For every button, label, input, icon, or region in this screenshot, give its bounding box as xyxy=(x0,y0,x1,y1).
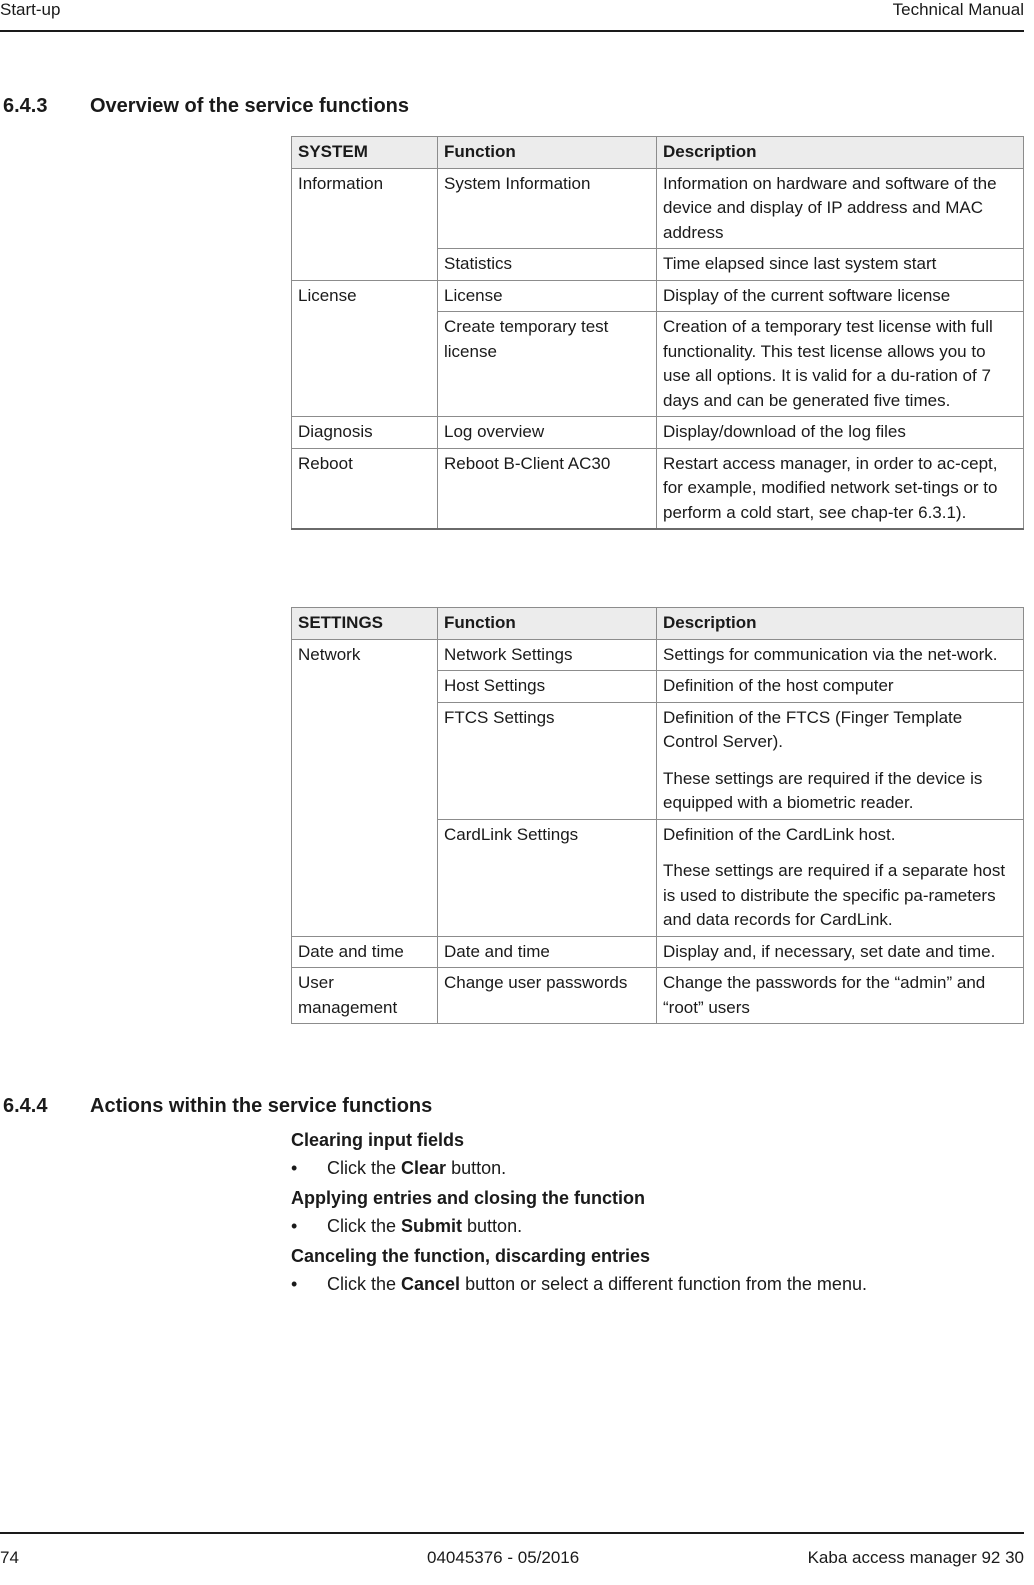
bullet-icon: • xyxy=(291,1274,298,1294)
column-header: Description xyxy=(657,137,1024,169)
action-heading: Clearing input fields xyxy=(291,1130,465,1150)
page-header xyxy=(0,0,1024,32)
function-cell: System Information xyxy=(438,168,657,249)
step-text: button. xyxy=(446,1158,507,1178)
function-cell: Statistics xyxy=(438,249,657,281)
table-header-row xyxy=(292,608,1024,640)
header-chapter: Start-up xyxy=(0,0,61,19)
button-name: Cancel xyxy=(401,1274,461,1294)
step-text: Click the xyxy=(327,1274,402,1294)
function-cell: Reboot B-Client AC30 xyxy=(438,448,657,529)
description-paragraph: These settings are required if a separate host is used to distribute the specific pa-rameters and data records for CardLink. xyxy=(663,861,1006,929)
table-row xyxy=(292,417,1024,449)
function-cell: Date and time xyxy=(438,936,657,968)
system-table xyxy=(291,136,1024,530)
section-title: Overview of the service functions xyxy=(90,95,409,117)
group-cell: Diagnosis xyxy=(292,417,438,449)
group-cell: Date and time xyxy=(292,936,438,968)
column-header: SETTINGS xyxy=(292,608,438,640)
description-paragraph: These settings are required if the device is equipped with a biometric reader. xyxy=(663,768,983,812)
action-heading: Applying entries and closing the function xyxy=(291,1188,646,1208)
bullet-icon: • xyxy=(291,1158,298,1178)
function-cell: Host Settings xyxy=(438,671,657,703)
section-number: 6.4.3 xyxy=(3,95,48,117)
table-row xyxy=(292,280,1024,312)
function-cell: Create temporary test license xyxy=(438,312,657,417)
table-row xyxy=(292,448,1024,529)
function-cell: Network Settings xyxy=(438,639,657,671)
section-title: Actions within the service functions xyxy=(90,1095,433,1117)
step-text: button. xyxy=(462,1216,523,1236)
function-cell: CardLink Settings xyxy=(438,819,657,936)
group-cell: Information xyxy=(292,168,438,280)
description-cell: Display of the current software license xyxy=(657,280,1024,312)
button-name: Clear xyxy=(401,1158,447,1178)
function-cell: FTCS Settings xyxy=(438,702,657,819)
table-header-row xyxy=(292,137,1024,169)
doc-number: 04045376 - 05/2016 xyxy=(427,1548,580,1567)
group-cell: Network xyxy=(292,639,438,936)
description-cell: Change the passwords for the “admin” and “root” users xyxy=(657,968,1024,1024)
group-cell: User management xyxy=(292,968,438,1024)
bullet-icon: • xyxy=(291,1216,298,1236)
function-cell: Log overview xyxy=(438,417,657,449)
group-cell: Reboot xyxy=(292,448,438,529)
column-header: Function xyxy=(438,137,657,169)
step-text: Click the xyxy=(327,1158,402,1178)
page-footer xyxy=(0,1532,1024,1574)
product-name: Kaba access manager 92 30 xyxy=(807,1548,1024,1567)
section-heading-6-4-3 xyxy=(3,95,409,118)
table-row xyxy=(292,968,1024,1024)
action-heading: Canceling the function, discarding entries xyxy=(291,1246,651,1266)
description-cell xyxy=(657,702,1024,819)
table-row xyxy=(292,639,1024,671)
action-step xyxy=(291,1274,1023,1295)
description-cell: Settings for communication via the net-work. xyxy=(657,639,1024,671)
function-cell: Change user passwords xyxy=(438,968,657,1024)
description-cell: Display and, if necessary, set date and time. xyxy=(657,936,1024,968)
description-paragraph: Definition of the CardLink host. xyxy=(663,824,896,844)
description-cell: Display/download of the log files xyxy=(657,417,1024,449)
actions-list xyxy=(291,1130,1023,1304)
action-step xyxy=(291,1216,1023,1237)
description-cell: Time elapsed since last system start xyxy=(657,249,1024,281)
settings-table xyxy=(291,607,1024,1024)
section-heading-6-4-4 xyxy=(3,1095,432,1118)
table-row xyxy=(292,936,1024,968)
function-cell: License xyxy=(438,280,657,312)
step-text: Click the xyxy=(327,1216,402,1236)
header-manual-title: Technical Manual xyxy=(892,0,1024,19)
action-step xyxy=(291,1158,1023,1179)
page-number: 74 xyxy=(0,1548,19,1567)
description-cell xyxy=(657,819,1024,936)
section-number: 6.4.4 xyxy=(3,1095,48,1117)
description-cell: Restart access manager, in order to ac-cept, for example, modified network set-tings or to perform a cold start, see chap-ter 6.3.1). xyxy=(657,448,1024,529)
button-name: Submit xyxy=(401,1216,463,1236)
description-cell: Definition of the host computer xyxy=(657,671,1024,703)
group-cell: License xyxy=(292,280,438,417)
column-header: Function xyxy=(438,608,657,640)
description-paragraph: Definition of the FTCS (Finger Template Control Server). xyxy=(663,707,963,751)
table-row xyxy=(292,168,1024,249)
description-cell: Creation of a temporary test license with full functionality. This test license allows you to use all options. It is valid for a du-ration of 7 days and can be generated five times. xyxy=(657,312,1024,417)
step-text: button or select a different function from the menu. xyxy=(460,1274,867,1294)
description-cell: Information on hardware and software of the device and display of IP address and MAC address xyxy=(657,168,1024,249)
column-header: SYSTEM xyxy=(292,137,438,169)
column-header: Description xyxy=(657,608,1024,640)
